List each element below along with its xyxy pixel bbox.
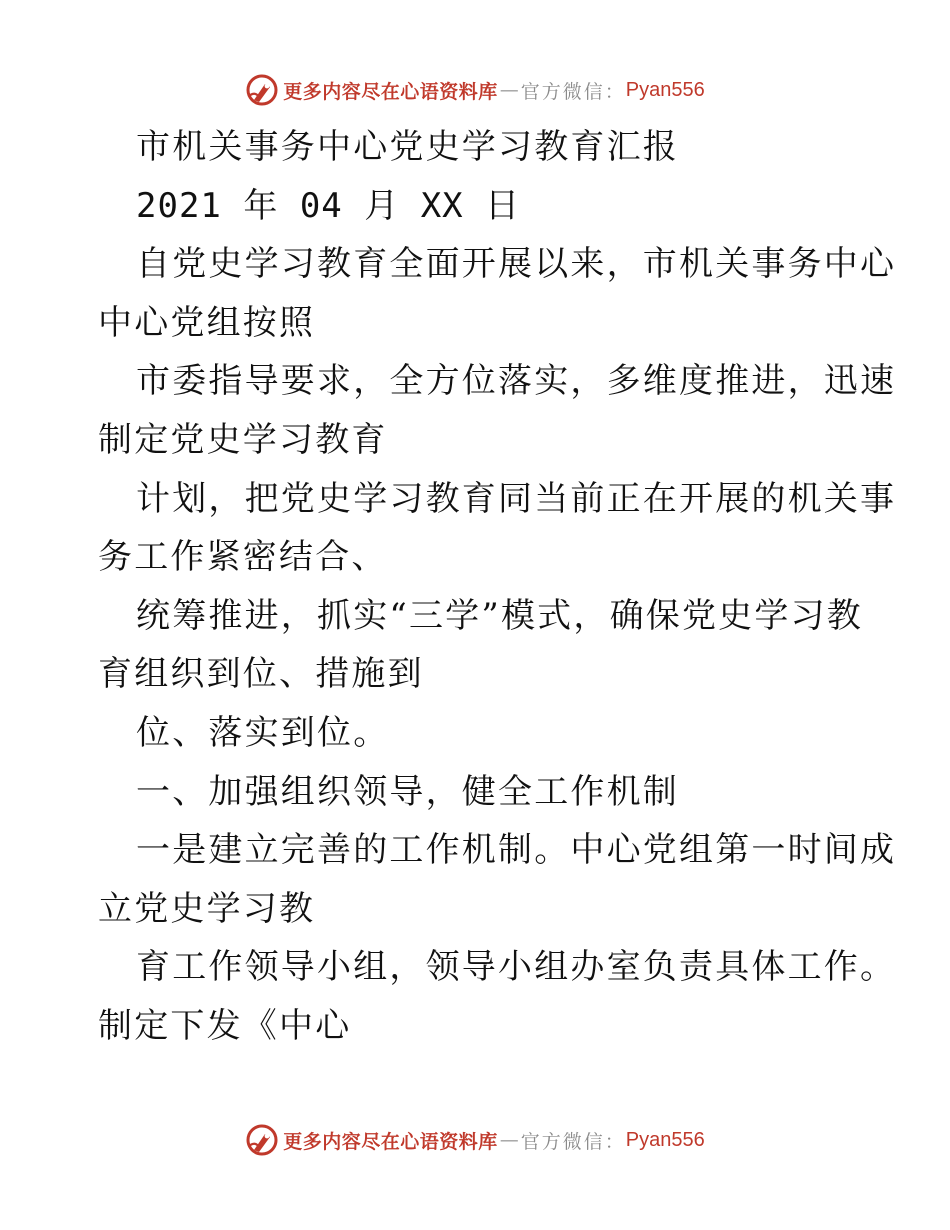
document-body: [98, 118, 897, 1056]
section-heading: 一、加强组织领导，健全工作机制: [136, 771, 679, 812]
banner-note: 官方微信：: [520, 1130, 626, 1153]
banner-text: 更多内容尽在心语资料库: [283, 1130, 498, 1153]
paragraph-line: 一是建立完善的工作机制。中心党组第一时间成: [136, 830, 897, 871]
pen-nib-logo-icon: [245, 1123, 279, 1157]
banner-note: 官方微信：: [520, 80, 626, 103]
paragraph-line: 育组织到位、措施到: [98, 654, 424, 695]
paragraph-line: 制定党史学习教育: [98, 419, 388, 460]
banner-text: 更多内容尽在心语资料库: [283, 80, 498, 103]
header-banner: [0, 70, 950, 110]
pen-nib-logo-icon: [245, 73, 279, 107]
paragraph-line: 计划，把党史学习教育同当前正在开展的机关事: [136, 478, 897, 519]
document-title: 市机关事务中心党史学习教育汇报: [136, 127, 679, 167]
paragraph-line: 立党史学习教: [98, 888, 316, 929]
banner-dash: —: [499, 1129, 519, 1151]
paragraph-line: 中心党组按照: [98, 302, 316, 343]
paragraph-line: 务工作紧密结合、: [98, 537, 388, 578]
document-date: 2021 年 04 月 XX 日: [136, 185, 521, 226]
paragraph-line: 统筹推进，抓实“三学”模式，确保党史学习教: [136, 595, 863, 636]
banner-wechat-id: Pyan556: [625, 1128, 705, 1151]
paragraph-line: 位、落实到位。: [136, 712, 390, 753]
footer-banner: [0, 1120, 950, 1160]
banner-wechat-id: Pyan556: [625, 78, 705, 101]
banner-dash: —: [499, 79, 519, 101]
paragraph-line: 市委指导要求，全方位落实，多维度推进，迅速: [136, 361, 897, 402]
paragraph-line: 制定下发《中心: [98, 1005, 352, 1046]
paragraph-line: 自党史学习教育全面开展以来，市机关事务中心: [136, 244, 897, 285]
paragraph-line: 育工作领导小组，领导小组办室负责具体工作。: [136, 947, 897, 988]
